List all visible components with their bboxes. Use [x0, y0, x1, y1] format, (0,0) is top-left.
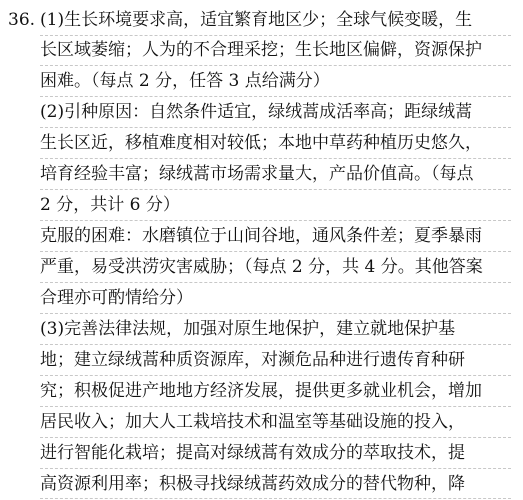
line-rule	[40, 468, 511, 469]
answer-line: (2)引种原因：自然条件适宜，绿绒蒿成活率高；距绿绒蒿	[40, 102, 473, 122]
answer-line: (1)生长环境要求高，适宜繁育地区少；全球气候变暖，生	[40, 10, 473, 30]
line-rule	[40, 344, 511, 345]
answer-line: 克服的困难：水磨镇位于山间谷地，通风条件差；夏季暴雨	[40, 226, 482, 246]
line-rule	[40, 127, 511, 128]
line-rule	[40, 35, 511, 36]
line-rule	[40, 498, 511, 499]
line-rule	[40, 189, 511, 190]
line-rule	[40, 251, 511, 252]
answer-line: (3)完善法律法规，加强对原生地保护，建立就地保护基	[40, 319, 456, 339]
line-rule	[40, 220, 511, 221]
line-rule	[40, 313, 511, 314]
answer-line: 2 分，共计 6 分）	[40, 195, 180, 215]
question-number: 36.	[8, 10, 36, 30]
answer-line: 高资源利用率；积极寻找绿绒蒿药效成分的替代物种，降	[40, 474, 465, 494]
line-rule	[40, 406, 511, 407]
answer-line: 进行智能化栽培；提高对绿绒蒿有效成分的萃取技术，提	[40, 443, 465, 463]
line-rule	[40, 65, 511, 66]
answer-line: 严重，易受洪涝灾害威胁；（每点 2 分，共 4 分。其他答案	[40, 257, 483, 277]
line-rule	[40, 158, 511, 159]
answer-line: 困难。（每点 2 分，任答 3 点给满分）	[40, 71, 330, 91]
answer-line: 生长区近，移植难度相对较低；本地中草药种植历史悠久，	[40, 133, 482, 153]
answer-line: 长区域萎缩；人为的不合理采挖；生长地区偏僻，资源保护	[40, 40, 482, 60]
line-rule	[40, 437, 511, 438]
line-rule	[40, 282, 511, 283]
line-rule	[40, 96, 511, 97]
answer-line: 地；建立绿绒蒿种质资源库，对濒危品种进行遗传育种研	[40, 350, 465, 370]
answer-line: 究；积极促进产地地方经济发展，提供更多就业机会，增加	[40, 381, 482, 401]
answer-line: 合理亦可酌情给分）	[40, 288, 193, 308]
answer-line: 培育经验丰富；绿绒蒿市场需求量大，产品价值高。（每点	[40, 164, 474, 184]
line-rule	[40, 375, 511, 376]
answer-line: 居民收入；加大人工栽培技术和温室等基础设施的投入，	[40, 412, 465, 432]
